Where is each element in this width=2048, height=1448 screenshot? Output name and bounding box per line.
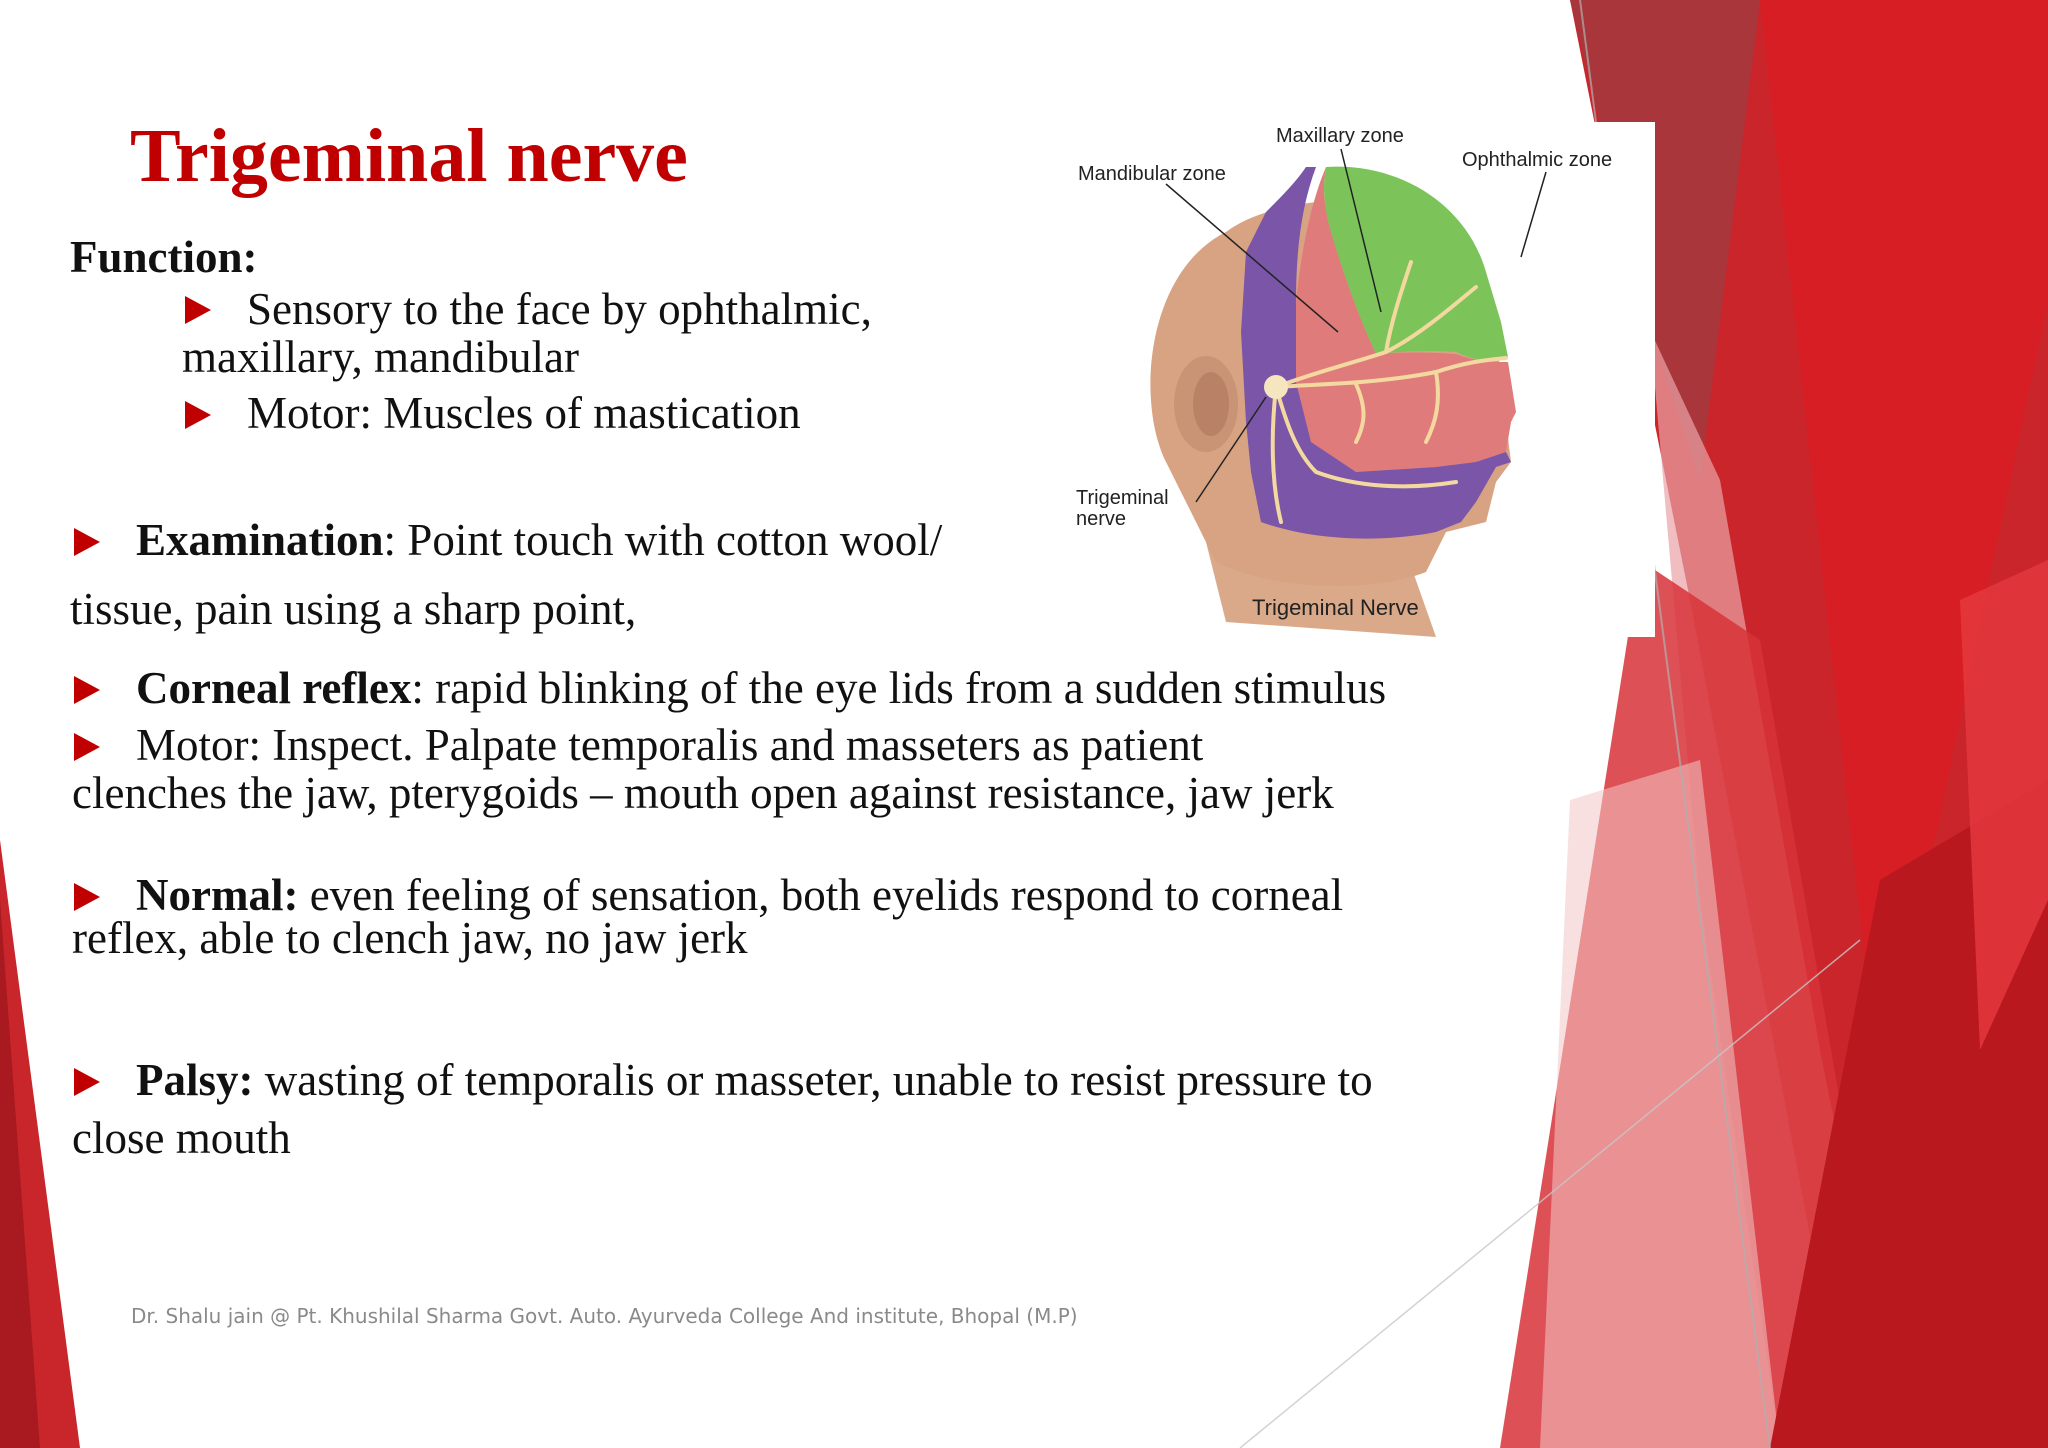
bullet-arrow-icon	[185, 401, 211, 429]
palsy-text: wasting of temporalis or masseter, unable to resist pressure to	[253, 1055, 1373, 1105]
examination-line2: tissue, pain using a sharp point,	[70, 584, 637, 634]
bullet-arrow-icon	[74, 676, 100, 704]
mandibular-zone-label: Mandibular zone	[1078, 163, 1226, 185]
motor-line2: clenches the jaw, pterygoids – mouth open against resistance, jaw jerk	[72, 768, 1334, 818]
bullet-arrow-icon	[74, 1068, 100, 1096]
palsy-line2: close mouth	[72, 1113, 291, 1163]
trigeminal-nerve-figure	[1056, 122, 1655, 637]
trigeminal-label-line1: Trigeminal	[1076, 487, 1169, 509]
function-item-sensory-line2: maxillary, mandibular	[182, 332, 579, 382]
maxillary-zone-label: Maxillary zone	[1276, 125, 1404, 147]
bullet-arrow-icon	[74, 733, 100, 761]
slide-footer: Dr. Shalu jain @ Pt. Khushilal Sharma Govt. Auto. Ayurveda College And institute, Bhopal (M.P)	[131, 1304, 1078, 1328]
function-heading: Function:	[70, 232, 258, 282]
bullet-arrow-icon	[74, 883, 100, 911]
corneal-reflex-line	[136, 663, 1387, 713]
slide-title: Trigeminal nerve	[130, 114, 688, 198]
function-item-motor: Motor: Muscles of mastication	[247, 388, 801, 438]
trigeminal-nerve-label	[1076, 488, 1169, 530]
function-item-sensory-line1: Sensory to the face by ophthalmic,	[247, 284, 872, 334]
palsy-line1	[136, 1055, 1373, 1105]
normal-line1	[136, 870, 1344, 920]
normal-label: Normal:	[136, 870, 299, 920]
examination-label: Examination	[136, 515, 384, 565]
examination-text: : Point touch with cotton wool/	[383, 515, 943, 565]
normal-line2: reflex, able to clench jaw, no jaw jerk	[72, 913, 748, 963]
corneal-text: : rapid blinking of the eye lids from a sudden stimulus	[411, 663, 1387, 713]
corneal-label: Corneal reflex	[136, 663, 412, 713]
bullet-arrow-icon	[74, 528, 100, 556]
bullet-arrow-icon	[185, 296, 211, 324]
trigeminal-label-line2: nerve	[1076, 508, 1127, 530]
head-illustration	[1056, 122, 1655, 637]
examination-line1	[136, 515, 943, 565]
figure-caption: Trigeminal Nerve	[1252, 595, 1419, 620]
motor-line1: Motor: Inspect. Palpate temporalis and masseters as patient	[136, 720, 1204, 770]
palsy-label: Palsy:	[136, 1055, 254, 1105]
ophthalmic-zone-label: Ophthalmic zone	[1462, 149, 1613, 171]
normal-text: even feeling of sensation, both eyelids respond to corneal	[298, 870, 1344, 920]
